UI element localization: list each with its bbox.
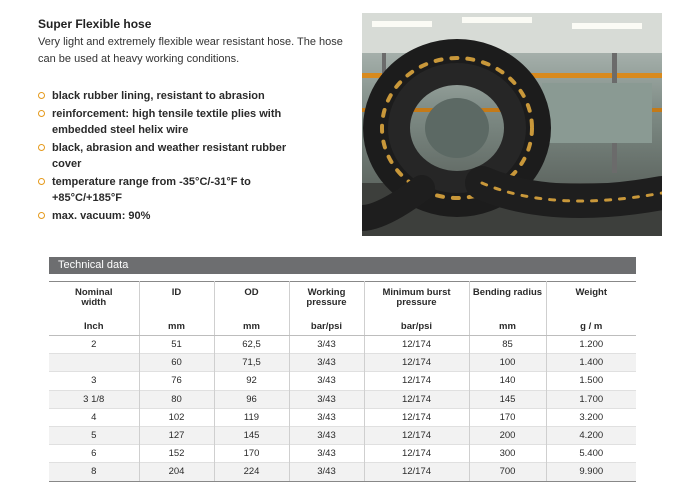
table-cell: 6 xyxy=(49,445,139,463)
hose-photo xyxy=(362,13,662,236)
table-cell: 62,5 xyxy=(214,336,289,354)
table-cell: 152 xyxy=(139,445,214,463)
table-row xyxy=(49,463,636,481)
table-cell: 1.500 xyxy=(546,372,636,390)
table-cell: 9.900 xyxy=(546,463,636,481)
table-cell: 12/174 xyxy=(364,372,469,390)
table-cell: 4 xyxy=(49,408,139,426)
column-header: Nominal width xyxy=(49,282,139,318)
table-cell: 127 xyxy=(139,426,214,444)
table-header-row xyxy=(49,282,636,318)
table-cell: 85 xyxy=(469,336,546,354)
column-header: ID xyxy=(139,282,214,318)
unit-cell: Inch xyxy=(49,317,139,336)
feature-text: reinforcement: high tensile textile plies with xyxy=(52,107,282,120)
bullet-icon xyxy=(38,92,45,99)
table-cell: 5 xyxy=(49,426,139,444)
table-cell: 3/43 xyxy=(289,408,364,426)
table-cell: 3/43 xyxy=(289,354,364,372)
feature-text: black, abrasion and weather resistant rubber xyxy=(52,141,287,154)
column-header: OD xyxy=(214,282,289,318)
feature-text: max. vacuum: 90% xyxy=(52,209,151,222)
table-cell: 4.200 xyxy=(546,426,636,444)
column-header: Minimum burst pressure xyxy=(364,282,469,318)
feature-text: temperature range from -35°C/-31°F to xyxy=(52,175,251,188)
table-cell: 3/43 xyxy=(289,426,364,444)
table-cell: 102 xyxy=(139,408,214,426)
table-cell: 3/43 xyxy=(289,390,364,408)
table-cell: 3/43 xyxy=(289,463,364,481)
bullet-icon xyxy=(38,178,45,185)
table-cell xyxy=(49,354,139,372)
table-cell: 5.400 xyxy=(546,445,636,463)
feature-text-continued: cover xyxy=(52,158,82,170)
table-cell: 1.400 xyxy=(546,354,636,372)
table-cell: 12/174 xyxy=(364,336,469,354)
product-title: Super Flexible hose xyxy=(38,17,152,31)
column-header: Working pressure xyxy=(289,282,364,318)
table-cell: 1.200 xyxy=(546,336,636,354)
table-cell: 119 xyxy=(214,408,289,426)
table-row xyxy=(49,390,636,408)
unit-cell: g / m xyxy=(546,317,636,336)
table-cell: 3.200 xyxy=(546,408,636,426)
table-cell: 200 xyxy=(469,426,546,444)
table-cell: 92 xyxy=(214,372,289,390)
table-cell: 12/174 xyxy=(364,445,469,463)
feature-list xyxy=(38,88,338,225)
table-cell: 145 xyxy=(469,390,546,408)
feature-item xyxy=(38,208,338,225)
table-cell: 12/174 xyxy=(364,390,469,408)
technical-data-table xyxy=(49,281,636,482)
table-cell: 71,5 xyxy=(214,354,289,372)
table-row xyxy=(49,408,636,426)
table-cell: 1.700 xyxy=(546,390,636,408)
section-title: Technical data xyxy=(58,259,129,271)
table-cell: 300 xyxy=(469,445,546,463)
feature-text-continued: embedded steel helix wire xyxy=(52,124,189,136)
table-row xyxy=(49,354,636,372)
table-cell: 8 xyxy=(49,463,139,481)
unit-cell: bar/psi xyxy=(364,317,469,336)
bullet-icon xyxy=(38,144,45,151)
table-cell: 12/174 xyxy=(364,354,469,372)
unit-cell: mm xyxy=(139,317,214,336)
table-cell: 76 xyxy=(139,372,214,390)
table-cell: 3 1/8 xyxy=(49,390,139,408)
product-description: Very light and extremely flexible wear resistant hose. The hose can be used at heavy working conditions. xyxy=(38,36,343,65)
unit-cell: mm xyxy=(214,317,289,336)
table-cell: 3 xyxy=(49,372,139,390)
table-cell: 3/43 xyxy=(289,372,364,390)
table-cell: 51 xyxy=(139,336,214,354)
feature-text-continued: +85°C/+185°F xyxy=(52,192,122,204)
unit-cell: mm xyxy=(469,317,546,336)
table-row xyxy=(49,336,636,354)
table-cell: 12/174 xyxy=(364,463,469,481)
column-header: Bending radius xyxy=(469,282,546,318)
column-header: Weight xyxy=(546,282,636,318)
table-cell: 145 xyxy=(214,426,289,444)
table-cell: 204 xyxy=(139,463,214,481)
table-cell: 3/43 xyxy=(289,336,364,354)
table-cell: 224 xyxy=(214,463,289,481)
table-row xyxy=(49,445,636,463)
unit-cell: bar/psi xyxy=(289,317,364,336)
table-units-row xyxy=(49,317,636,336)
table-cell: 96 xyxy=(214,390,289,408)
table-row xyxy=(49,372,636,390)
technical-data-header xyxy=(49,257,636,274)
table-row xyxy=(49,426,636,444)
table-cell: 100 xyxy=(469,354,546,372)
table-cell: 12/174 xyxy=(364,408,469,426)
table-cell: 170 xyxy=(214,445,289,463)
table-cell: 12/174 xyxy=(364,426,469,444)
table-cell: 2 xyxy=(49,336,139,354)
table-cell: 60 xyxy=(139,354,214,372)
table-cell: 170 xyxy=(469,408,546,426)
feature-text: black rubber lining, resistant to abrasion xyxy=(52,90,265,102)
table-cell: 700 xyxy=(469,463,546,481)
table-cell: 80 xyxy=(139,390,214,408)
bullet-icon xyxy=(38,110,45,117)
table-cell: 3/43 xyxy=(289,445,364,463)
table-cell: 140 xyxy=(469,372,546,390)
feature-item xyxy=(38,174,338,207)
bullet-icon xyxy=(38,212,45,219)
feature-item xyxy=(38,106,338,139)
feature-item xyxy=(38,140,338,173)
feature-item xyxy=(38,88,338,105)
